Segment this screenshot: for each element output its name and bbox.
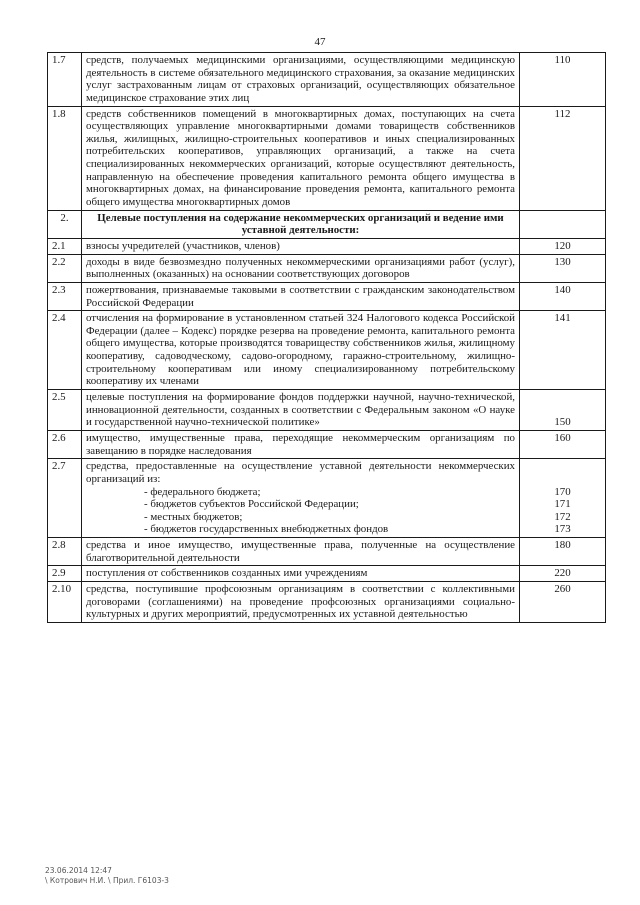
sub-item-code: 171	[554, 498, 571, 511]
row-code: 140	[520, 282, 606, 310]
row-code: 130	[520, 254, 606, 282]
table-row	[48, 459, 606, 538]
row-number: 2.10	[48, 581, 82, 622]
print-footer	[45, 866, 169, 885]
table-row	[48, 581, 606, 622]
row-description	[82, 459, 520, 538]
row-code: 141	[520, 311, 606, 390]
section-number: 2.	[48, 210, 82, 238]
table-row	[48, 53, 606, 107]
row-code: 110	[520, 53, 606, 107]
row-number: 2.6	[48, 430, 82, 458]
row-description: взносы учредителей (участников, членов)	[82, 238, 520, 254]
row-code: 180	[520, 538, 606, 566]
row-description: средств собственников помещений в многоквартирных домах, поступающих на счета осуществляющих управление многоквартирными домами товариществ собственников жилья, жилищных, жилищно-строительных кооперативов и иных специализированных потребительских кооперативов, управляющих организаций, а также на счета специализированных некоммерческих организаций, которые осуществляют деятельность, направленную на обеспечение проведения капитального ремонта общего имущества в многоквартирных домах, на финансирование проведения ремонта, капитального ремонта общего имущества многоквартирных домов	[82, 106, 520, 210]
table-row	[48, 238, 606, 254]
table-row	[48, 390, 606, 431]
row-intro: средства, предоставленные на осуществление уставной деятельности некоммерческих организаций из:	[86, 460, 515, 485]
page-number: 47	[314, 36, 326, 48]
row-description: средства и иное имущество, имущественные права, полученные на осуществление благотворительной деятельности	[82, 538, 520, 566]
row-code	[520, 459, 606, 538]
row-description: доходы в виде безвозмездно полученных некоммерческими организациями работ (услуг), выполненных (оказанных) на основании соответствующих договоров	[82, 254, 520, 282]
row-description: средств, получаемых медицинскими организациями, осуществляющими медицинскую деятельность в системе обязательного медицинского страхования, за оказание медицинских услуг застрахованным лицам от страховых организаций, осуществляющих обязательное медицинское страхование этих лиц	[82, 53, 520, 107]
row-description: средства, поступившие профсоюзным организациям в соответствии с коллективными договорами (соглашениями) на проведение профсоюзных организациями социально-культурных и других мероприятий, предусмотренных их уставной деятельностью	[82, 581, 520, 622]
row-description: поступления от собственников созданных ими учреждениям	[82, 566, 520, 582]
sub-item: - федерального бюджета;	[144, 485, 261, 498]
row-number: 2.4	[48, 311, 82, 390]
table-row	[48, 538, 606, 566]
section-title: Целевые поступления на содержание некоммерческих организаций и ведение ими уставной деятельности:	[82, 210, 520, 238]
row-description: имущество, имущественные права, переходящие некоммерческим организациям по завещанию в порядке наследования	[82, 430, 520, 458]
sub-item-code: 173	[554, 523, 571, 536]
section-header-row	[48, 210, 606, 238]
sub-item: - бюджетов государственных внебюджетных фондов	[144, 523, 389, 536]
sub-item: - бюджетов субъектов Российской Федерации;	[144, 498, 359, 511]
sub-item-code: 172	[554, 510, 571, 523]
codes-table	[47, 52, 606, 623]
sub-item: - местных бюджетов;	[144, 510, 243, 523]
table-row	[48, 282, 606, 310]
row-code: 120	[520, 238, 606, 254]
row-code	[520, 390, 606, 431]
row-number: 2.9	[48, 566, 82, 582]
row-code-value: 150	[554, 416, 571, 429]
row-number: 2.2	[48, 254, 82, 282]
row-number: 2.8	[48, 538, 82, 566]
row-code: 112	[520, 106, 606, 210]
table-row	[48, 311, 606, 390]
row-number: 2.3	[48, 282, 82, 310]
sub-item-code: 170	[554, 485, 571, 498]
row-description: пожертвования, признаваемые таковыми в соответствии с гражданским законодательством Российской Федерации	[82, 282, 520, 310]
table-row	[48, 566, 606, 582]
footer-author: \ Котрович Н.И. \ Прил. Г6103-3	[45, 875, 169, 885]
row-code: 160	[520, 430, 606, 458]
row-number: 1.7	[48, 53, 82, 107]
row-number: 1.8	[48, 106, 82, 210]
row-number: 2.1	[48, 238, 82, 254]
section-code-cell	[520, 210, 606, 238]
row-description: отчисления на формирование в установленном статьей 324 Налогового кодекса Российской Федерации (далее – Кодекс) порядке резерва на проведение ремонта, капитального ремонта общего имущества, которые производятся товариществу собственников жилья, жилищному кооперативу, садоводческому, садово-огородному, гаражно-строительному, жилищно-строительному кооперативам или иному специализированному потребительскому кооперативу их членами	[82, 311, 520, 390]
row-code: 260	[520, 581, 606, 622]
table-row	[48, 106, 606, 210]
row-code: 220	[520, 566, 606, 582]
row-number: 2.7	[48, 459, 82, 538]
table-row	[48, 430, 606, 458]
footer-timestamp: 23.06.2014 12:47	[45, 866, 112, 876]
table-row	[48, 254, 606, 282]
row-number: 2.5	[48, 390, 82, 431]
row-description: целевые поступления на формирование фондов поддержки научной, научно-технической, инновационной деятельности, созданных в соответствии с Федеральным законом «О науке и государственной научно-технической политике»	[82, 390, 520, 431]
